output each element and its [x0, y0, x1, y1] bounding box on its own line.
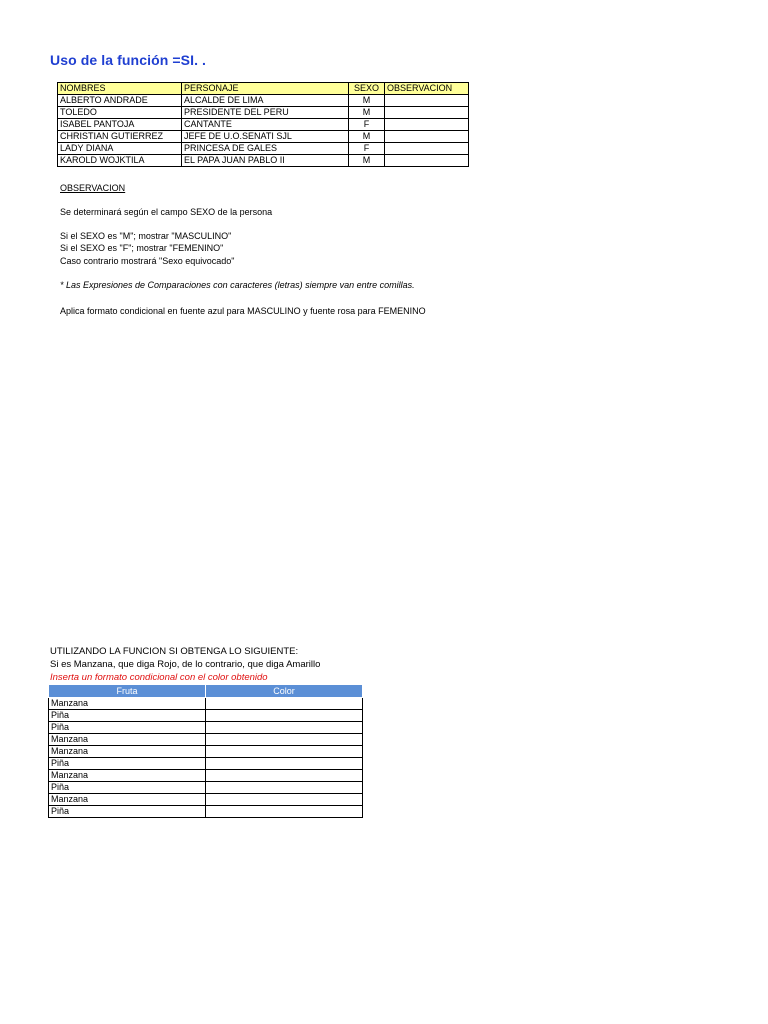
cell-nombre: LADY DIANA: [58, 143, 182, 155]
cell-sexo: M: [349, 107, 385, 119]
cell-sexo: M: [349, 131, 385, 143]
header-nombres: NOMBRES: [58, 83, 182, 95]
cell-observacion[interactable]: [385, 95, 469, 107]
page-title: Uso de la función =SI. .: [50, 52, 207, 68]
cell-personaje: CANTANTE: [182, 119, 349, 131]
exercise-line-3: Inserta un formato condicional con el color obtenido: [50, 672, 268, 683]
table-row: [49, 710, 363, 722]
header-sexo: SEXO: [349, 83, 385, 95]
table-row: [49, 734, 363, 746]
cell-color[interactable]: [206, 758, 363, 770]
cell-nombre: TOLEDO: [58, 107, 182, 119]
cell-fruta: Piña: [49, 722, 206, 734]
cell-personaje: PRESIDENTE DEL PERU: [182, 107, 349, 119]
table-row: [58, 143, 469, 155]
cell-color[interactable]: [206, 734, 363, 746]
exercise-line-1: UTILIZANDO LA FUNCION SI OBTENGA LO SIGUIENTE:: [50, 646, 299, 657]
cell-fruta: Manzana: [49, 698, 206, 710]
cell-nombre: CHRISTIAN GUTIERREZ: [58, 131, 182, 143]
characters-table: [57, 82, 469, 167]
table-row: [49, 698, 363, 710]
table-row: [58, 119, 469, 131]
observation-heading: OBSERVACION: [60, 183, 126, 193]
cell-observacion[interactable]: [385, 119, 469, 131]
note-line-2: Si el SEXO es "M"; mostrar "MASCULINO": [60, 231, 232, 241]
table-row: [49, 782, 363, 794]
table-row: [49, 770, 363, 782]
cell-sexo: M: [349, 95, 385, 107]
cell-personaje: PRINCESA DE GALES: [182, 143, 349, 155]
table-row: [49, 758, 363, 770]
cell-nombre: ALBERTO ANDRADE: [58, 95, 182, 107]
cell-fruta: Manzana: [49, 770, 206, 782]
note-line-3: Si el SEXO es "F"; mostrar "FEMENINO": [60, 243, 224, 253]
cell-sexo: F: [349, 119, 385, 131]
header-color: Color: [206, 685, 363, 698]
cell-personaje: JEFE DE U.O.SENATI SJL: [182, 131, 349, 143]
cell-nombre: KAROLD WOJKTILA: [58, 155, 182, 167]
header-fruta: Fruta: [49, 685, 206, 698]
characters-table-header: [58, 83, 469, 95]
cell-observacion[interactable]: [385, 131, 469, 143]
table-row: [58, 131, 469, 143]
table-row: [58, 95, 469, 107]
cell-color[interactable]: [206, 722, 363, 734]
note-line-5: * Las Expresiones de Comparaciones con caracteres (letras) siempre van entre comillas.: [60, 280, 415, 290]
cell-fruta: Manzana: [49, 746, 206, 758]
table-row: [49, 806, 363, 818]
fruit-table: [48, 684, 363, 818]
cell-color[interactable]: [206, 710, 363, 722]
cell-color[interactable]: [206, 782, 363, 794]
cell-fruta: Manzana: [49, 734, 206, 746]
fruit-table-header: [49, 685, 363, 698]
cell-observacion[interactable]: [385, 155, 469, 167]
cell-color[interactable]: [206, 806, 363, 818]
cell-nombre: ISABEL PANTOJA: [58, 119, 182, 131]
table-row: [58, 155, 469, 167]
header-observacion: OBSERVACION: [385, 83, 469, 95]
cell-personaje: ALCALDE DE LIMA: [182, 95, 349, 107]
cell-color[interactable]: [206, 794, 363, 806]
note-line-6: Aplica formato condicional en fuente azul para MASCULINO y fuente rosa para FEMENINO: [60, 306, 426, 316]
cell-fruta: Piña: [49, 710, 206, 722]
table-row: [58, 107, 469, 119]
cell-fruta: Piña: [49, 782, 206, 794]
table-row: [49, 722, 363, 734]
exercise-line-2: Si es Manzana, que diga Rojo, de lo contrario, que diga Amarillo: [50, 659, 321, 670]
cell-color[interactable]: [206, 698, 363, 710]
note-line-1: Se determinará según el campo SEXO de la persona: [60, 207, 273, 217]
cell-sexo: F: [349, 143, 385, 155]
cell-personaje: EL PAPA JUAN PABLO II: [182, 155, 349, 167]
note-line-4: Caso contrario mostrará "Sexo equivocado": [60, 256, 235, 266]
header-personaje: PERSONAJE: [182, 83, 349, 95]
table-row: [49, 746, 363, 758]
cell-color[interactable]: [206, 746, 363, 758]
cell-observacion[interactable]: [385, 107, 469, 119]
cell-fruta: Manzana: [49, 794, 206, 806]
table-row: [49, 794, 363, 806]
cell-sexo: M: [349, 155, 385, 167]
cell-fruta: Piña: [49, 758, 206, 770]
cell-observacion[interactable]: [385, 143, 469, 155]
cell-color[interactable]: [206, 770, 363, 782]
cell-fruta: Piña: [49, 806, 206, 818]
